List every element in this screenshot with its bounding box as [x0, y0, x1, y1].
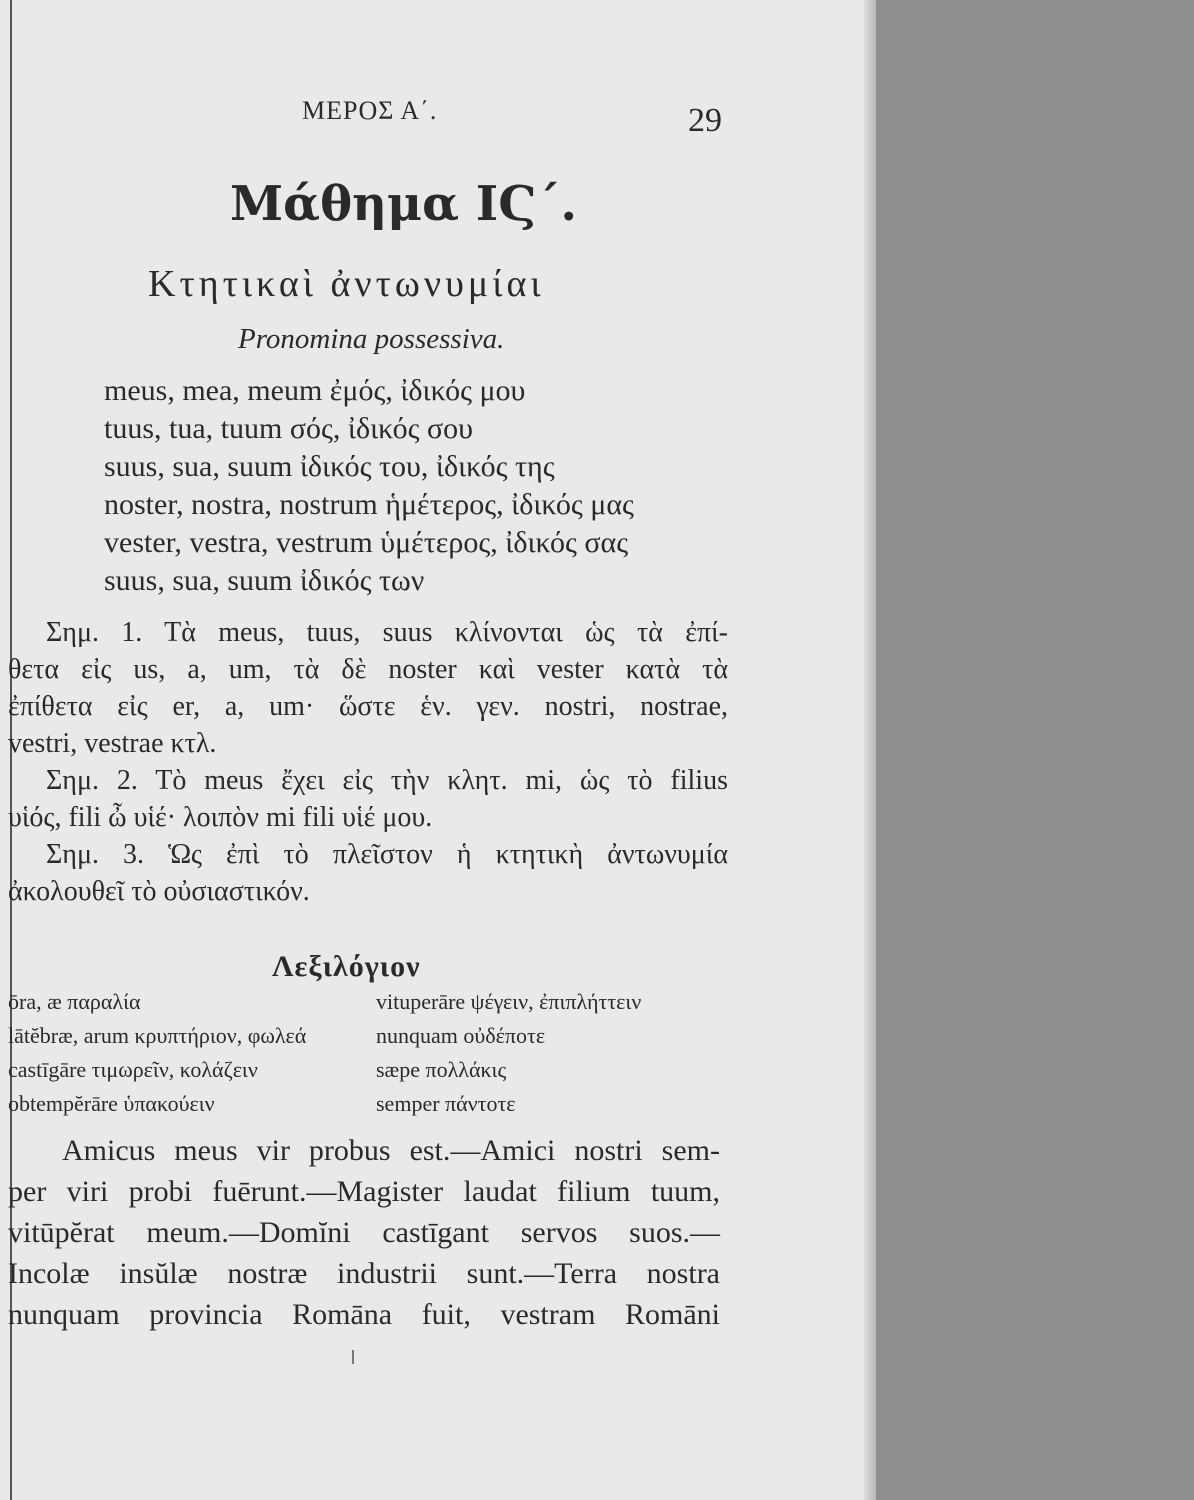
pronoun-line: tuus, tua, tuum σός, ἰδικός σου	[104, 412, 474, 445]
pronoun-line: suus, sua, suum ἰδικός των	[104, 564, 425, 597]
vocabulary-row	[8, 1053, 738, 1087]
pronoun-line: suus, sua, suum ἰδικός του, ἰδικός της	[104, 450, 555, 483]
note-line: Σημ. 3. Ὡς ἐπὶ τὸ πλεῖστον ἡ κτητικὴ ἀντωνυμία	[46, 839, 728, 870]
vocabulary-entry: nunquam οὐδέποτε	[376, 1023, 546, 1048]
grammar-notes	[8, 614, 728, 910]
pronoun-line: meus, mea, meum ἐμός, ἰδικός μου	[104, 374, 526, 407]
vocabulary-heading: Λεξιλόγιον	[272, 950, 421, 983]
vocabulary-entry: obtempĕrāre ὑπακούειν	[8, 1091, 215, 1116]
note-line: ἐπίθετα εἰς er, a, um· ὥστε ἑν. γεν. nostri, nostrae,	[8, 691, 728, 722]
note-line: υἱός, fili ὦ υἱέ· λοιπὸν mi fili υἱέ μου.	[8, 802, 433, 833]
vocabulary-row	[8, 1019, 738, 1053]
vocabulary-entry: ōra, æ παραλία	[8, 989, 141, 1014]
vocabulary-entry: sæpe πολλάκις	[376, 1057, 507, 1082]
pronoun-line: vester, vestra, vestrum ὑμέτερος, ἰδικός σας	[104, 526, 629, 559]
scan-background	[876, 0, 1194, 1500]
note-line: Σημ. 2. Τὸ meus ἔχει εἰς τὴν κλητ. mi, ὡς τὸ filius	[46, 765, 728, 796]
section-title: Κτητικαὶ ἀντωνυμίαι	[148, 263, 545, 305]
vocabulary-entry: lātĕbræ, arum κρυπτήριον, φωλεά	[8, 1023, 307, 1048]
vocabulary-row	[8, 1087, 738, 1121]
pronoun-list	[104, 372, 744, 600]
note-line: Σημ. 1. Τὰ meus, tuus, suus κλίνονται ὡς τὰ ἐπί-	[46, 617, 728, 648]
exercise-text	[8, 1130, 720, 1335]
print-speck	[352, 1350, 354, 1364]
section-subtitle: Pronomina possessiva.	[238, 323, 505, 355]
note-line: vestri, vestrae κτλ.	[8, 728, 217, 759]
running-head: ΜΕΡΟΣ Α΄.	[302, 96, 438, 125]
note-line: ἀκολουθεῖ τὸ οὐσιαστικόν.	[8, 876, 310, 907]
exercise-line: Incolæ insŭlæ nostræ industrii sunt.—Terra nostra	[8, 1257, 720, 1290]
page-number: 29	[688, 102, 722, 139]
vocabulary-entry: semper πάντοτε	[376, 1091, 516, 1116]
exercise-line: per viri probi fuērunt.—Magister laudat filium tuum,	[8, 1175, 720, 1208]
vocabulary-entry: vituperāre ψέγειν, ἐπιπλήττειν	[376, 989, 642, 1014]
vocabulary-entry: castīgāre τιμωρεῖν, κολάζειν	[8, 1057, 258, 1082]
exercise-line: vitūpĕrat meum.—Domĭni castīgant servos suos.—	[8, 1216, 720, 1249]
lesson-title: Μάθημα ΙϚ΄.	[230, 176, 578, 232]
note-line: θετα εἰς us, a, um, τὰ δὲ noster καὶ vester κατὰ τὰ	[8, 654, 728, 685]
pronoun-line: noster, nostra, nostrum ἡμέτερος, ἰδικός μας	[104, 488, 634, 521]
page-edge-shadow	[864, 0, 876, 1500]
vocabulary-row	[8, 985, 738, 1019]
exercise-line: Amicus meus vir probus est.—Amici nostri sem-	[62, 1134, 720, 1167]
exercise-line: nunquam provincia Romāna fuit, vestram Romāni	[8, 1298, 720, 1331]
vocabulary-table	[8, 985, 738, 1121]
